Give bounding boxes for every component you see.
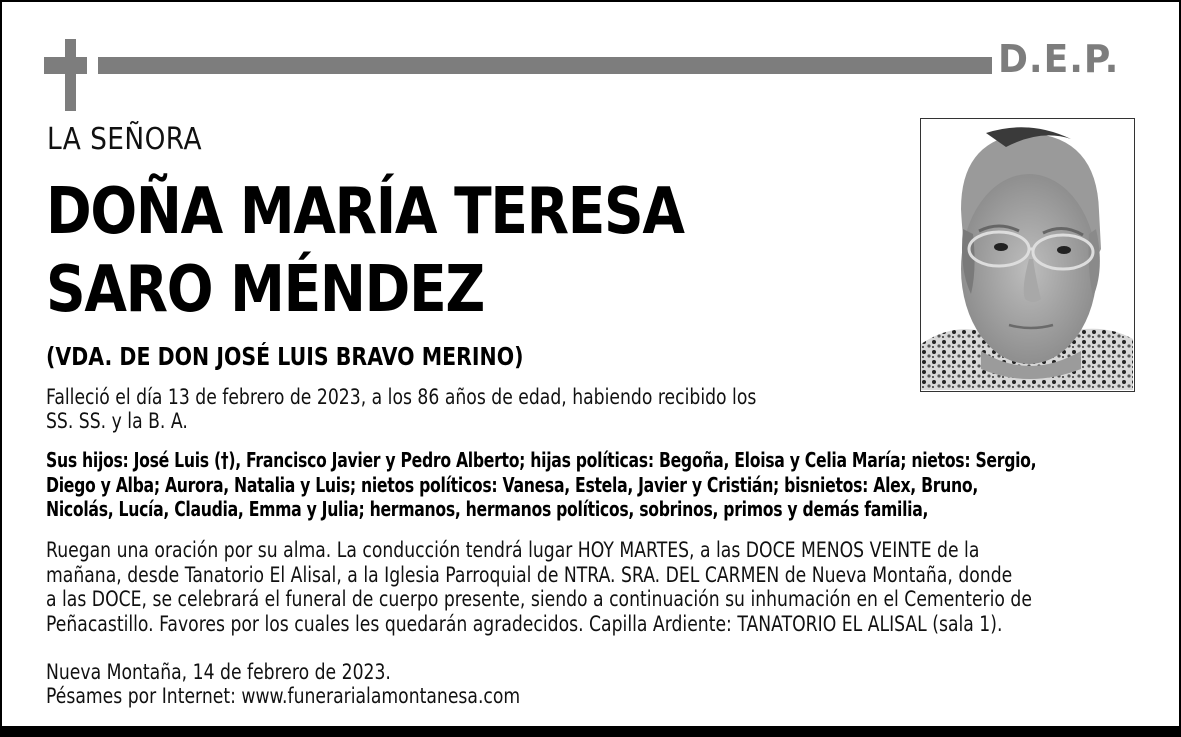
honorific-label: LA SEÑORA (47, 122, 203, 157)
dep-abbreviation: D.E.P. (998, 37, 1120, 81)
death-notice (46, 385, 866, 433)
obituary-notice (2, 2, 1179, 726)
death-notice-line: SS. SS. y la B. A. (46, 409, 188, 433)
latin-cross-icon (65, 39, 76, 111)
portrait-photo (920, 118, 1135, 392)
ceremony-line: mañana, desde Tanatorio El Alisal, a la Iglesia Parroquial de NTRA. SRA. DEL CARMEN de Nueva Montaña, donde (46, 562, 1013, 587)
condolences-link[interactable]: Pésames por Internet: www.funerarialamontanesa.com (46, 684, 521, 708)
ceremony-line: a las DOCE, se celebrará el funeral de cuerpo presente, siendo a continuación su inhumación en el Cementerio de (46, 587, 1032, 611)
family-line: Diego y Alba; Aurora, Natalia y Luis; nietos políticos: Vanesa, Estela, Javier y Cristián; bisnietos: Alex, Bruno, (46, 472, 979, 497)
ceremony-details (46, 538, 1137, 636)
place-date: Nueva Montaña, 14 de febrero de 2023. (46, 660, 391, 684)
bottom-border (0, 726, 1181, 737)
ceremony-line: Peñacastillo. Favores por los cuales les quedarán agradecidos. Capilla Ardiente: TANATORIO EL ALISAL (sala 1). (46, 611, 1003, 636)
family-line: Sus hijos: José Luis (†), Francisco Javier y Pedro Alberto; hijas políticas: Begoña, Eloisa y Celia María; nietos: Sergio, (46, 448, 1037, 472)
latin-cross-icon-bar (44, 57, 87, 74)
family-line: Nicolás, Lucía, Claudia, Emma y Julia; hermanos, hermanos políticos, sobrinos, primos y demás familia, (46, 497, 929, 521)
ceremony-line: Ruegan una oración por su alma. La conducción tendrá lugar HOY MARTES, a las DOCE MENOS VEINTE de la (46, 538, 980, 562)
deceased-name-line-1: DOÑA MARÍA TERESA (46, 175, 684, 249)
deceased-name-line-2: SARO MÉNDEZ (46, 253, 485, 327)
portrait-image-icon (921, 119, 1133, 390)
widow-of: (VDA. DE DON JOSÉ LUIS BRAVO MERINO) (46, 342, 524, 371)
death-notice-line: Falleció el día 13 de febrero de 2023, a los 86 años de edad, habiendo recibido los (46, 385, 757, 409)
notice-footer (46, 660, 784, 708)
header-rule (98, 57, 992, 74)
family-list (46, 448, 1125, 522)
